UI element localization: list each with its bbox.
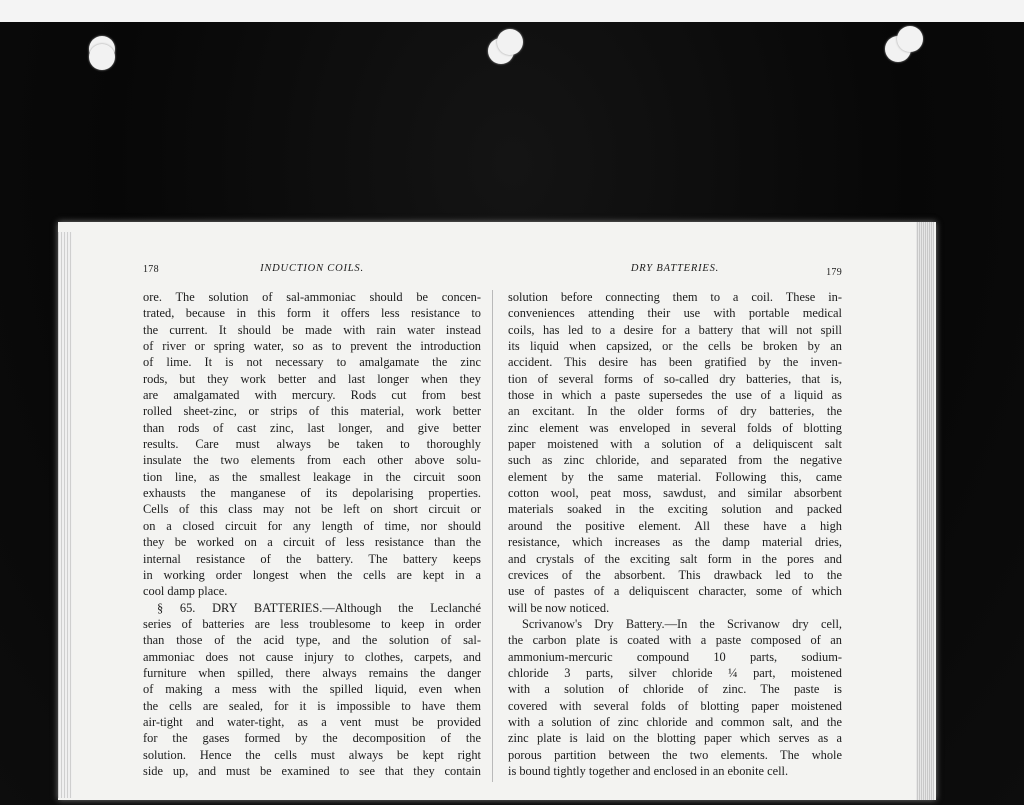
binder-hole-center-upper: [497, 29, 523, 55]
text-line: insulate the two elements from each other above solu-: [143, 453, 481, 468]
text-line: cool damp place.: [143, 584, 228, 599]
section-heading-line: Scrivanow's Dry Battery.—In the Scrivanow dry cell,: [522, 616, 842, 631]
text-line: internal resistance of the battery. The battery keeps: [143, 551, 481, 566]
text-line: Cells of this class may not be left on short circuit or: [143, 502, 481, 517]
text-line: use of pastes of a deliquiscent character, some of which: [508, 584, 842, 599]
text-line: ammonium-mercuric compound 10 parts, sodium-: [508, 649, 842, 664]
text-line: its liquid when capsized, or the cells be broken by an: [508, 339, 842, 354]
right-running-head: [508, 262, 842, 280]
text-line: rolled sheet-zinc, or strips of this material, work better: [143, 404, 481, 419]
scan-top-margin: [0, 0, 1024, 24]
text-line: the current. It should be made with rain water instead: [143, 322, 481, 337]
text-line: will be now noticed.: [508, 600, 610, 615]
text-line: an excitant. In the older forms of dry batteries, the: [508, 404, 842, 419]
text-line: such as zinc chloride, and separated from the negative: [508, 453, 842, 468]
text-line: solution before connecting them to a coil. These in-: [508, 290, 842, 304]
text-line: zinc plate is laid on the blotting paper which serves as a: [508, 731, 842, 746]
book-gutter: [492, 290, 493, 782]
binder-hole-right-upper: [897, 26, 923, 52]
text-line: with a solution of chloride of zinc. The paste is: [508, 682, 842, 697]
text-line: element by the same material. Following this, came: [508, 469, 842, 484]
text-line: conveniences attending their use with portable medical: [508, 306, 842, 321]
text-line: paper moistened with a solution of a deliquiscent salt: [508, 437, 842, 452]
text-line: ammoniac does not cause injury to clothes, carpets, and: [143, 649, 481, 664]
section-heading-line: § 65. DRY BATTERIES.—Although the Leclanché: [157, 600, 481, 615]
running-head-title: DRY BATTERIES.: [630, 263, 720, 274]
text-line: covered with several folds of blotting paper moistened: [508, 698, 842, 713]
text-line: results. Care must always be taken to thoroughly: [143, 437, 481, 452]
text-line: they be worked on a circuit of less resistance than the: [143, 535, 481, 550]
text-line: trated, because in this form it offers less resistance to: [143, 306, 481, 321]
right-page-body: [508, 289, 842, 779]
text-line: exhausts the manganese of its depolarising properties.: [143, 486, 481, 501]
text-line: coils, has led to a desire for a battery that will not spill: [508, 322, 842, 337]
text-line: accident. This desire has been gratified by the inven-: [508, 355, 842, 370]
text-line: in working order longest when the cells are kept in a: [143, 567, 481, 582]
left-running-head: [143, 262, 481, 280]
text-line: materials soaked in the exciting solution and packed: [508, 502, 842, 517]
text-line: around the positive element. All these have a high: [508, 518, 842, 533]
left-page-body: [143, 289, 481, 779]
text-line: tion of several forms of so-called dry batteries, that is,: [508, 371, 842, 386]
book-page-edges-right: [916, 222, 934, 800]
text-line: tion line, as the smallest leakage in the circuit soon: [143, 469, 481, 484]
text-line: series of batteries are less troublesome to keep in order: [143, 616, 481, 631]
text-line: rods, but they work better and last longer when they: [143, 371, 481, 386]
text-line: side up, and must be examined to see that they contain: [143, 763, 481, 778]
text-line: crevices of the absorbent. This drawback led to the: [508, 567, 842, 582]
text-line: are amalgamated with mercury. Rods cut from best: [143, 388, 481, 403]
page-number: 179: [826, 267, 842, 278]
left-page: [143, 262, 481, 779]
text-line: and crystals of the exciting salt form in the pores and: [508, 551, 842, 566]
text-line: the cells are sealed, for it is impossible to have them: [143, 698, 481, 713]
text-line: ore. The solution of sal-ammoniac should be concen-: [143, 290, 481, 304]
text-line: of lime. It is not necessary to amalgamate the zinc: [143, 355, 481, 370]
text-line: is bound tightly together and enclosed in an ebonite cell.: [508, 763, 789, 778]
text-line: resistance, which increases as the damp material dries,: [508, 535, 842, 550]
text-line: on a closed circuit for any length of time, nor should: [143, 518, 481, 533]
text-line: those in which a paste supersedes the use of a liquid as: [508, 388, 842, 403]
text-line: of making a mess with the spilled liquid, even when: [143, 682, 481, 697]
page-number: 178: [143, 264, 159, 275]
text-line: than rods of cast zinc, last longer, and give better: [143, 420, 481, 435]
binder-hole-left-lower: [89, 44, 115, 70]
text-line: of river or spring water, so as to prevent the introduction: [143, 339, 481, 354]
text-line: porous partition between the two elements. The whole: [508, 747, 842, 762]
text-line: chloride 3 parts, silver chloride ¼ part, moistened: [508, 665, 842, 680]
running-head-title: INDUCTION COILS.: [260, 263, 364, 274]
text-line: than those of the acid type, and the solution of sal-: [143, 633, 481, 648]
text-line: for the gases formed by the decomposition of the: [143, 731, 481, 746]
book-page-edges-left: [58, 232, 72, 798]
text-line: the carbon plate is coated with a paste composed of an: [508, 633, 842, 648]
text-line: solution. Hence the cells must always be kept right: [143, 747, 481, 762]
text-line: air-tight and water-tight, as a vent must be provided: [143, 714, 481, 729]
text-line: with a solution of zinc chloride and common salt, and the: [508, 714, 842, 729]
right-page: [508, 262, 842, 779]
text-line: cotton wool, peat moss, sawdust, and similar absorbent: [508, 486, 842, 501]
text-line: furniture when spilled, there always remains the danger: [143, 665, 481, 680]
text-line: zinc element was enveloped in several folds of blotting: [508, 420, 842, 435]
